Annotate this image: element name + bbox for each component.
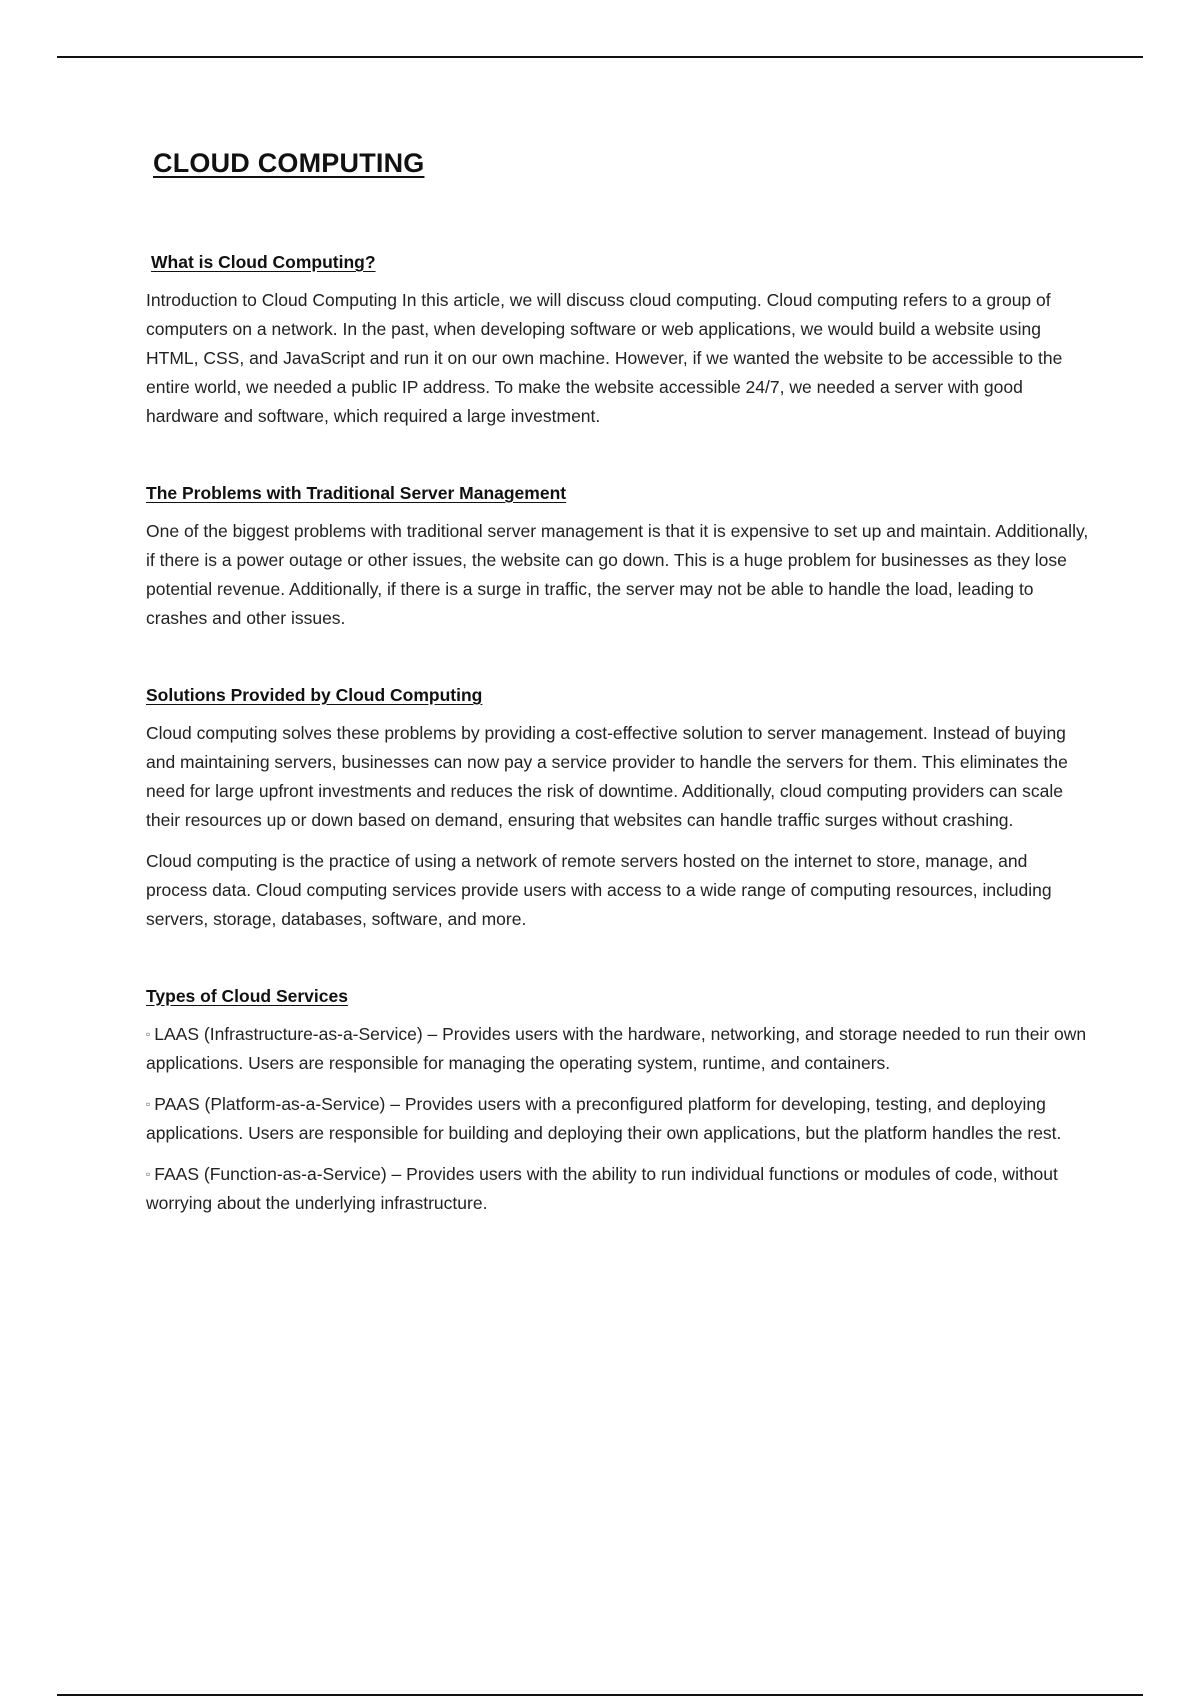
bullet-item-paas — [146, 1090, 1091, 1148]
bottom-page-rule — [57, 1694, 1143, 1696]
paragraph: Cloud computing is the practice of using a network of remote servers hosted on the internet to store, manage, and process data. Cloud computing services provide users with access to a wide range of computing resources, including servers, storage, databases, software, and more. — [146, 851, 1052, 929]
paragraph: One of the biggest problems with traditional server management is that it is expensive to set up and maintain. Additionally, if there is a power outage or other issues, the website can go down. This is a huge problem for businesses as they lose potential revenue. Additionally, if there is a surge in traffic, the server may not be able to handle the load, leading to crashes and other issues. — [146, 521, 1089, 628]
bullet-square-icon: ▫ — [146, 1167, 151, 1181]
bullet-text: FAAS (Function-as-a-Service) – Provides users with the ability to run individual functions or modules of code, without worrying about the underlying infrastructure. — [146, 1164, 1058, 1213]
section-heading: What is Cloud Computing? — [151, 252, 376, 272]
bullet-text: PAAS (Platform-as-a-Service) – Provides users with a preconfigured platform for developing, testing, and deploying applications. Users are responsible for building and deploying their own applications, but the platform handles the rest. — [146, 1094, 1062, 1143]
document-title: CLOUD COMPUTING — [153, 148, 425, 178]
bullet-text: LAAS (Infrastructure-as-a-Service) – Provides users with the hardware, networking, and storage needed to run their own applications. Users are responsible for managing the operating system, runtime, and containers. — [146, 1024, 1087, 1073]
bullet-square-icon: ▫ — [146, 1027, 151, 1041]
top-page-rule — [57, 56, 1143, 58]
section-solutions-cloud-computing — [146, 685, 1091, 934]
paragraph: Introduction to Cloud Computing In this article, we will discuss cloud computing. Cloud computing refers to a group of computers on a network. In the past, when developing software or web applications, we would build a website using HTML, CSS, and JavaScript and run it on our own machine. However, if we wanted the website to be accessible to the entire world, we needed a public IP address. To make the website accessible 24/7, we needed a server with good hardware and software, which required a large investment. — [146, 290, 1063, 426]
bullet-square-icon: ▫ — [146, 1097, 151, 1111]
bullet-item-faas — [146, 1160, 1091, 1218]
section-what-is-cloud-computing — [146, 252, 1091, 431]
section-problems-traditional-servers — [146, 483, 1091, 633]
section-heading: Solutions Provided by Cloud Computing — [146, 685, 483, 705]
section-heading: The Problems with Traditional Server Management — [146, 483, 567, 503]
section-types-of-cloud-services — [146, 986, 1091, 1218]
paragraph: Cloud computing solves these problems by providing a cost-effective solution to server management. Instead of buying and maintaining servers, businesses can now pay a service provider to handle the servers for them. This eliminates the need for large upfront investments and reduces the risk of downtime. Additionally, cloud computing providers can scale their resources up or down based on demand, ensuring that websites can handle traffic surges without crashing. — [146, 723, 1068, 830]
document-body — [146, 252, 1091, 1270]
bullet-item-laas — [146, 1020, 1091, 1078]
section-heading: Types of Cloud Services — [146, 986, 348, 1006]
